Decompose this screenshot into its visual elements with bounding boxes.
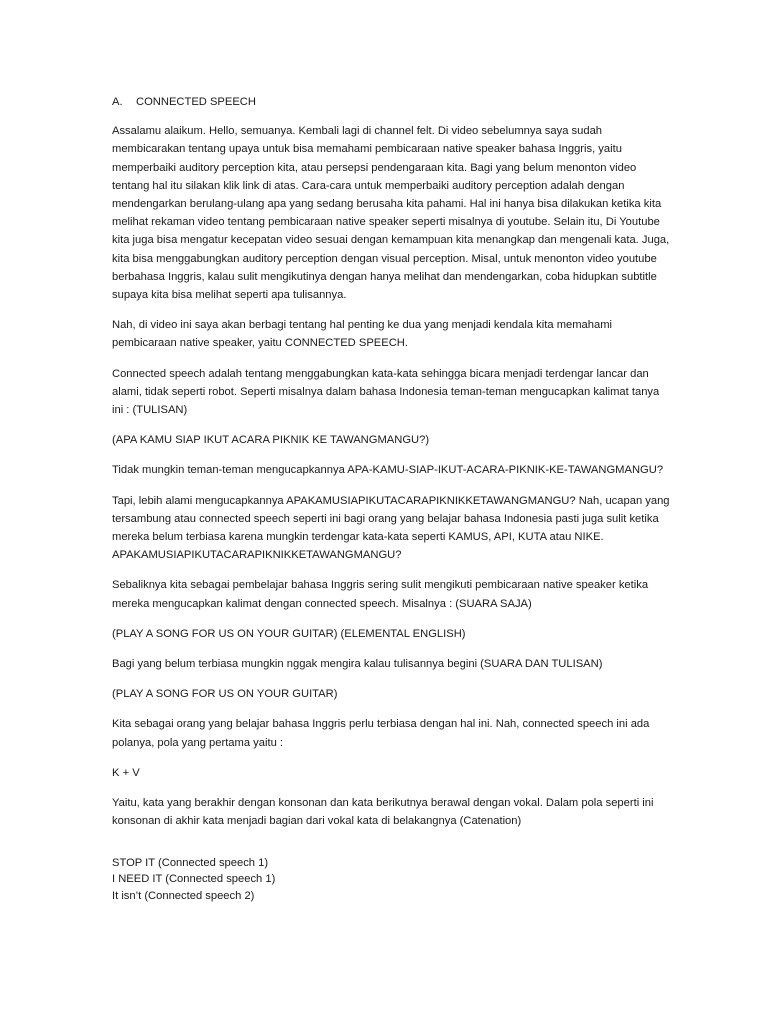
- paragraph-topic: Nah, di video ini saya akan berbagi tentang hal penting ke dua yang menjadi kendala kita memahami pembicaraan native speaker, yaitu CONNECTED SPEECH.: [112, 319, 613, 350]
- paragraph-robotic-example: Tidak mungkin teman-teman mengucapkannya APA-KAMU-SIAP-IKUT-ACARA-PIKNIK-KE-TAWANGMANGU?: [112, 464, 664, 477]
- paragraph-pattern-intro: Kita sebagai orang yang belajar bahasa Inggris perlu terbiasa dengan hal ini. Nah, connected speech ini ada polanya, pola yang pertama yaitu :: [112, 718, 650, 749]
- example-song-audio: (PLAY A SONG FOR US ON YOUR GUITAR) (ELEMENTAL ENGLISH): [112, 627, 466, 640]
- example-sentence: (APA KAMU SIAP IKUT ACARA PIKNIK KE TAWANGMANGU?): [112, 434, 430, 447]
- paragraph-written-form: Bagi yang belum terbiasa mungkin nggak mengira kalau tulisannya begini (SUARA DAN TULISAN): [112, 658, 603, 671]
- example-item: I NEED IT (Connected speech 1): [112, 873, 276, 885]
- example-list: [112, 855, 672, 905]
- paragraph-english-learners: Sebaliknya kita sebagai pembelajar bahasa Inggris sering sulit mengikuti pembicaraan native speaker ketika mereka mengucapkan kalimat dengan connected speech. Misalnya : (SUARA SAJA): [112, 579, 649, 610]
- section-heading: [112, 93, 672, 111]
- spacer: [112, 843, 672, 855]
- pattern-formula: K + V: [112, 766, 140, 779]
- section-title: CONNECTED SPEECH: [136, 96, 256, 108]
- example-song-text: (PLAY A SONG FOR US ON YOUR GUITAR): [112, 688, 338, 701]
- paragraph-catenation: Yaitu, kata yang berakhir dengan konsonan dan kata berikutnya berawal dengan vokal. Dalam pola seperti ini konsonan di akhir kata menjadi bagian dari vokal kata di belakangnya (Catenation): [112, 797, 654, 828]
- paragraph-definition: Connected speech adalah tentang menggabungkan kata-kata sehingga bicara menjadi terdengar lancar dan alami, tidak seperti robot. Seperti misalnya dalam bahasa Indonesia teman-teman mengucapkan kalimat tanya ini : (TULISAN): [112, 367, 660, 417]
- document-body: [112, 93, 672, 904]
- paragraph-intro: Assalamu alaikum. Hello, semuanya. Kembali lagi di channel felt. Di video sebelumnya saya sudah membicarakan tentang upaya untuk bisa memahami pembicaraan native speaker bahasa Inggris, yaitu memperbaiki auditory perception kita, atau persepsi pendengaraan kita. Bagi yang belum menonton video tentang hal itu silakan klik link di atas. Cara-cara untuk memperbaiki auditory perception adalah dengan mendengarkan berulang-ulang apa yang sedang berusaha kita pahami. Hal ini hanya bisa dilakukan ketika kita melihat rekaman video tentang pembicaraan native speaker seperti misalnya di youtube. Selain itu, Di Youtube kita juga bisa mengatur kecepatan video sesuai dengan kemampuan kita menangkap dan mengenali kata. Juga, kita bisa menggabungkan auditory perception dengan visual perception. Misal, untuk menonton video youtube berbahasa Inggris, kalau sulit mengikutinya dengan hanya melihat dan mendengarkan, coba hidupkan subtitle supaya kita bisa melihat seperti apa tulisannya.: [112, 125, 670, 302]
- example-item: STOP IT (Connected speech 1): [112, 856, 269, 869]
- section-number: A.: [112, 96, 123, 108]
- example-item: It isn’t (Connected speech 2): [112, 889, 255, 902]
- paragraph-natural-example: Tapi, lebih alami mengucapkannya APAKAMUSIAPIKUTACARAPIKNIKKETAWANGMANGU? Nah, ucapan yang tersambung atau connected speech seperti ini bagi orang yang belajar bahasa Indonesia pasti juga sulit ketika mereka belum terbiasa karena mungkin terdengar kata-kata seperti KAMUS, API, KUTA atau NIKE. APAKAMUSIAPIKUTACARAPIKNIKKETAWANGMANGU?: [112, 494, 670, 562]
